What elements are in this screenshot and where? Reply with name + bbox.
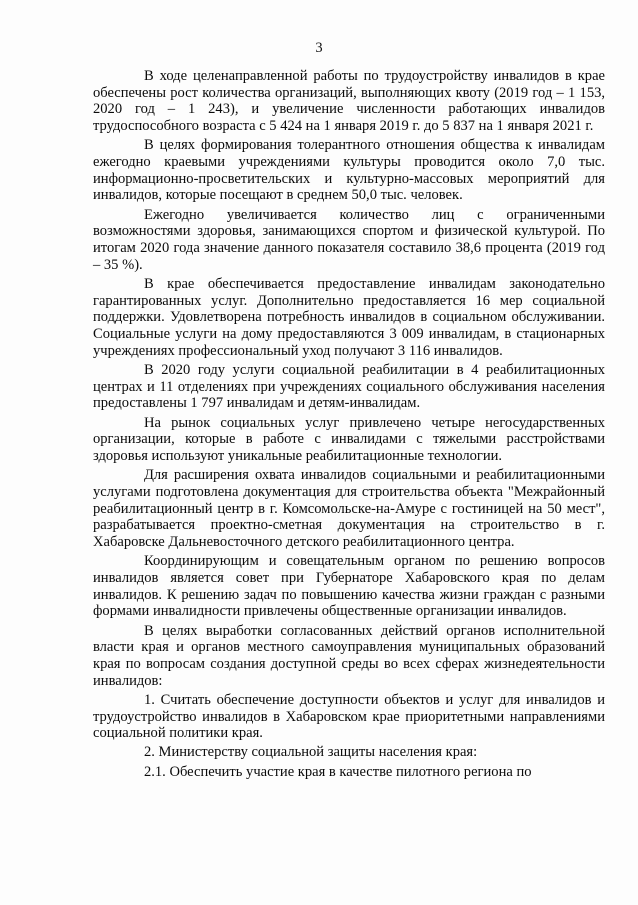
page-number: 3 bbox=[315, 40, 323, 56]
paragraph-purpose: В целях выработки согласованных действий органов исполнительной власти края и органов местного самоуправления муниципальных образований края по вопросам создания доступной среды во всех сферах жизнедеятельности инвалидов: bbox=[93, 622, 605, 689]
paragraph-social-services: В крае обеспечивается предоставление инвалидам законодательно гарантированных услуг. Дополнительно предоставляется 16 мер социальной поддержки. Удовлетворена потребность инвалидов в социальном обслуживании. Социальные услуги на дому предоставляются 3 009 инвалидам, в стационарных учреждениях профессиональный уход получают 3 116 инвалидов. bbox=[93, 275, 605, 359]
list-item-2: 2. Министерству социальной защиты населения края: bbox=[144, 744, 478, 761]
paragraph-construction: Для расширения охвата инвалидов социальными и реабилитационными услугами подготовлена документация для строительства объекта "Межрайонный реабилитационный центр в г. Комсомольске-на-Амуре с гостиницей на 50 мест", разрабатывается проектно-сметная документация на строительство в г. Хабаровске Дальневосточного детского реабилитационного центра. bbox=[93, 467, 605, 550]
list-item-2-1: 2.1. Обеспечить участие края в качестве пилотного региона по bbox=[144, 763, 532, 780]
list-item-1: 1. Считать обеспечение доступности объектов и услуг для инвалидов и трудоустройство инвалидов в Хабаровском крае приоритетными направлениями социальной политики края. bbox=[93, 691, 605, 742]
paragraph-culture: В целях формирования толерантного отношения общества к инвалидам ежегодно краевыми учреждениями культуры проводится около 7,0 тыс. информационно-просветительских и культурно-массовых мероприятий для инвалидов, которые посещают в среднем 50,0 тыс. человек. bbox=[93, 137, 605, 204]
paragraph-rehabilitation: В 2020 году услуги социальной реабилитации в 4 реабилитационных центрах и 11 отделениях при учреждениях социального обслуживания населения предоставлены 1 797 инвалидам и детям-инвалидам. bbox=[93, 361, 605, 412]
paragraph-employment: В ходе целенаправленной работы по трудоустройству инвалидов в крае обеспечены рост количества организаций, выполняющих квоту (2019 год – 1 153, 2020 год – 1 243), и увеличение численности работающих инвалидов трудоспособного возраста с 5 424 на 1 января 2019 г. до 5 837 на 1 января 2021 г. bbox=[93, 68, 605, 135]
paragraph-sport: Ежегодно увеличивается количество лиц с ограниченными возможностями здоровья, занимающихся спортом и физической культурой. По итогам 2020 года значение данного показателя составило 38,6 процента (2019 год – 35 %). bbox=[93, 206, 605, 273]
paragraph-council: Координирующим и совещательным органом по решению вопросов инвалидов является совет при Губернаторе Хабаровского края по делам инвалидов. К решению задач по повышению качества жизни граждан с разными формами инвалидности привлечены общественные организации инвалидов. bbox=[93, 553, 605, 620]
paragraph-nongovernmental: На рынок социальных услуг привлечено четыре негосударственных организации, которые в работе с инвалидами с тяжелыми расстройствами здоровья используют уникальные реабилитационные технологии. bbox=[93, 414, 605, 464]
document-body bbox=[93, 68, 605, 783]
